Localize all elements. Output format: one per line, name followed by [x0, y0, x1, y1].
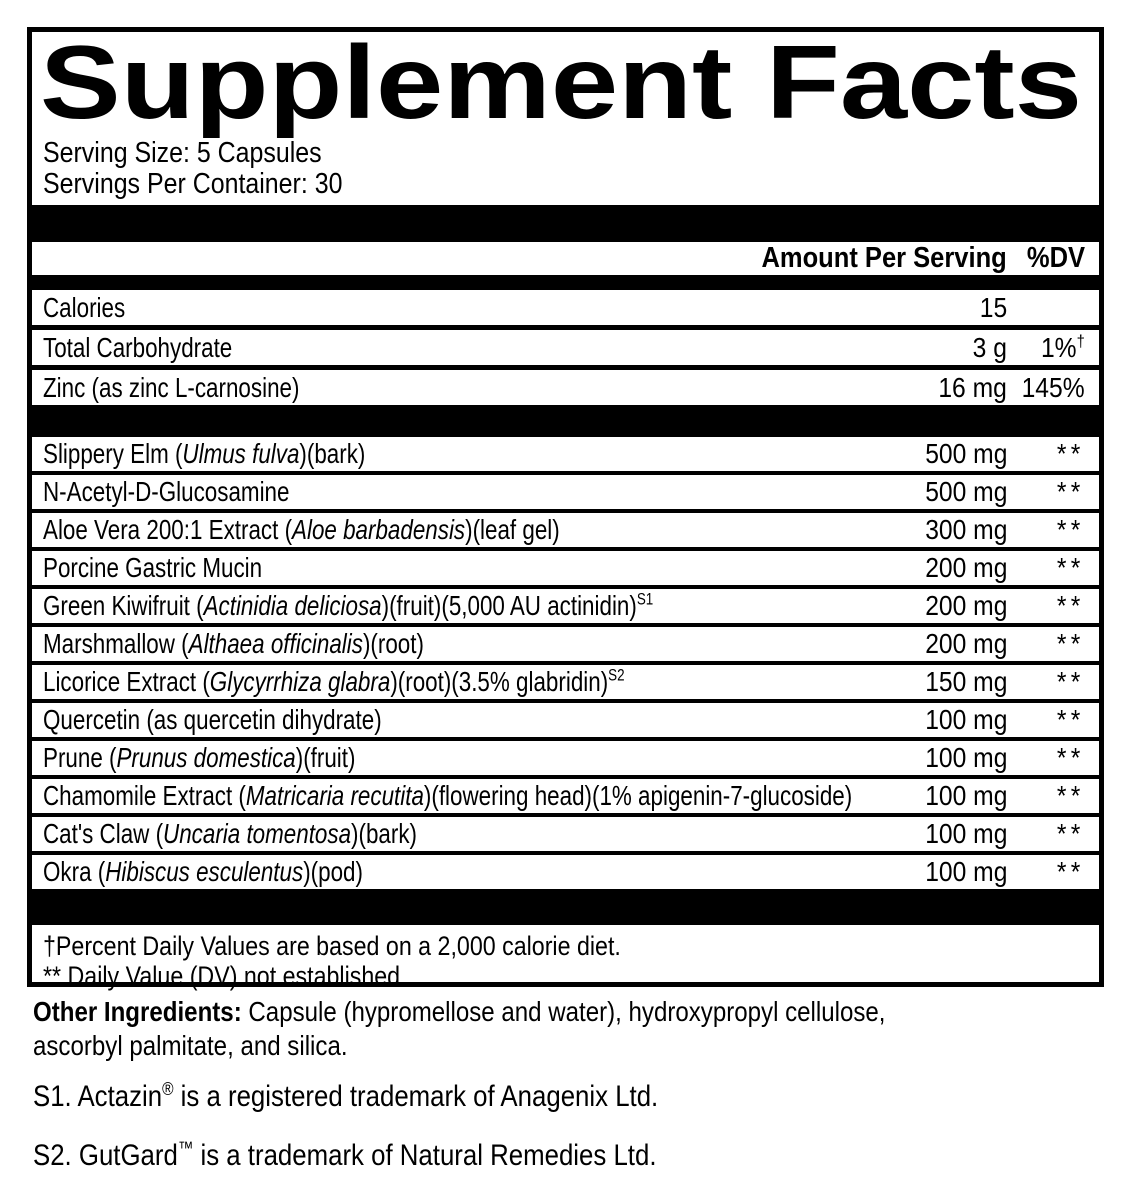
text-segment: ** [1057, 590, 1085, 621]
ingredient-dv-text [1057, 628, 1085, 660]
text-segment: Chamomile Extract ( [43, 780, 246, 811]
ingredient-amount-text: 100 mg [924, 742, 1007, 773]
text-segment: Quercetin (as quercetin dihydrate) [43, 704, 382, 735]
text-segment: Marshmallow ( [43, 628, 189, 659]
ingredient-name [43, 590, 892, 622]
text-segment: S2. GutGard [33, 1139, 178, 1172]
other-ingredients-text [33, 995, 886, 1029]
nutrient-dv-text [1041, 332, 1085, 364]
text-segment: Aloe barbadensis [292, 514, 466, 545]
ingredient-amount [892, 438, 1007, 470]
text-segment: Althaea officinalis [188, 628, 363, 659]
ingredient-amount [892, 780, 1007, 812]
ingredient-name-text [43, 742, 355, 774]
column-header-dv-text: %DV [1026, 242, 1085, 274]
ingredient-dv [1007, 780, 1085, 812]
text-segment: Capsule (hypromellose and water), hydroxypropyl cellulose, [241, 996, 886, 1027]
text-segment: Prunus domestica [116, 742, 296, 773]
text-segment: is a trademark of Natural Remedies Ltd. [193, 1139, 657, 1172]
text-segment: Matricaria recutita [245, 780, 424, 811]
divider-bar-thick-middle [32, 405, 1099, 437]
ingredient-amount-text: 500 mg [924, 476, 1007, 507]
ingredient-dv-text [1057, 704, 1085, 736]
text-segment: ** [1057, 552, 1085, 583]
servings-per-container-text: Servings Per Container: 30 [43, 168, 343, 200]
text-segment: is a registered trademark of Anagenix Ltd. [173, 1080, 659, 1113]
text-segment: )(leaf gel) [465, 514, 560, 545]
ingredient-amount-text: 300 mg [924, 514, 1007, 545]
column-header-dv [1007, 242, 1085, 275]
footnote-text: ** Daily Value (DV) not established. [43, 961, 407, 991]
ingredient-row [32, 471, 1099, 509]
ingredient-dv [1007, 438, 1085, 470]
ingredient-name-text [43, 818, 417, 850]
ingredient-amount [892, 552, 1007, 584]
ingredient-name-text [43, 666, 625, 698]
text-segment: Zinc (as zinc L-carnosine) [43, 371, 300, 403]
nutrient-row [32, 290, 1099, 325]
ingredient-row [32, 699, 1099, 737]
text-segment: ** [1057, 856, 1085, 887]
ingredient-row [32, 437, 1099, 471]
text-segment: ™ [177, 1138, 194, 1158]
nutrient-amount-text: 15 [979, 291, 1007, 323]
ingredient-amount-text: 100 mg [924, 818, 1007, 849]
ingredient-name-text [43, 590, 653, 622]
ingredient-dv-text [1057, 476, 1085, 508]
ingredient-amount [892, 666, 1007, 698]
text-segment: Calories [43, 291, 126, 323]
ingredient-amount-text: 200 mg [924, 628, 1007, 659]
ingredient-amount [892, 514, 1007, 546]
text-segment: Hibiscus esculentus [105, 856, 304, 887]
ingredient-row [32, 509, 1099, 547]
nutrient-row [32, 325, 1099, 365]
text-segment: N-Acetyl-D-Glucosamine [43, 476, 290, 507]
ingredient-amount [892, 704, 1007, 736]
ingredient-dv-text [1057, 438, 1085, 470]
nutrient-name-text [43, 372, 299, 404]
footnote-text: †Percent Daily Values are based on a 2,000 calorie diet. [43, 931, 621, 961]
ingredient-name-text [43, 704, 382, 736]
ingredient-amount [892, 590, 1007, 622]
ingredient-row [32, 547, 1099, 585]
ingredient-dv [1007, 742, 1085, 774]
text-segment: Total Carbohydrate [43, 331, 233, 363]
footnote-line [43, 931, 1085, 961]
trademark-text [33, 1081, 658, 1113]
other-ingredients-line [33, 1029, 1024, 1063]
ingredient-name-text [43, 780, 852, 812]
ingredient-dv-text [1057, 552, 1085, 584]
ingredient-name-text [43, 628, 424, 660]
text-segment: 145% [1021, 371, 1085, 403]
ingredient-dv-text [1057, 666, 1085, 698]
ingredient-row [32, 585, 1099, 623]
ingredient-dv [1007, 514, 1085, 546]
supplement-facts-panel [27, 27, 1104, 991]
nutrient-name [43, 372, 892, 404]
ingredient-amount [892, 476, 1007, 508]
text-segment: ** [1057, 704, 1085, 735]
nutrient-rows [32, 290, 1099, 405]
nutrient-name [43, 292, 892, 324]
nutrient-amount-text: 16 mg [938, 371, 1007, 403]
text-segment: ** [1057, 780, 1085, 811]
text-segment: Porcine Gastric Mucin [43, 552, 263, 583]
ingredient-dv-text [1057, 856, 1085, 888]
column-header-row [32, 242, 1099, 275]
ingredient-name-text [43, 476, 289, 508]
servings-per-container [32, 169, 1099, 200]
ingredient-dv-text [1057, 742, 1085, 774]
ingredient-amount-text: 100 mg [924, 780, 1007, 811]
ingredient-dv [1007, 666, 1085, 698]
text-segment: )(pod) [303, 856, 363, 887]
ingredient-name [43, 476, 892, 508]
trademark-text [33, 1140, 657, 1172]
ingredient-name [43, 552, 892, 584]
ingredient-dv [1007, 856, 1085, 888]
nutrient-dv [1007, 292, 1085, 324]
divider-bar-medium [32, 275, 1099, 290]
ingredient-row [32, 813, 1099, 851]
text-segment: )(root)(3.5% glabridin) [390, 666, 609, 697]
text-segment: ** [1057, 514, 1085, 545]
other-ingredients [33, 995, 1024, 1063]
text-segment: ** [1057, 666, 1085, 697]
text-segment: S1 [636, 589, 654, 609]
text-segment: )(bark) [351, 818, 418, 849]
ingredient-amount [892, 628, 1007, 660]
ingredient-dv [1007, 476, 1085, 508]
text-segment: )(fruit)(5,000 AU actinidin) [381, 590, 637, 621]
title-text: Supplement Facts [40, 36, 1082, 138]
ingredient-name [43, 666, 892, 698]
text-segment: )(root) [362, 628, 424, 659]
ingredient-dv-text [1057, 780, 1085, 812]
ingredient-name-text [43, 438, 365, 470]
nutrient-amount [892, 372, 1007, 404]
ingredient-dv-text [1057, 818, 1085, 850]
ingredient-name-text [43, 856, 363, 888]
ingredient-amount-text: 100 mg [924, 856, 1007, 887]
ingredient-dv [1007, 590, 1085, 622]
text-segment: Slippery Elm ( [43, 438, 183, 469]
text-segment: † [1076, 331, 1085, 351]
text-segment: Ulmus fulva [182, 438, 300, 469]
panel-title [32, 32, 1099, 138]
ingredient-name [43, 704, 892, 736]
text-segment: Cat's Claw ( [43, 818, 164, 849]
column-header-amount [728, 242, 1007, 275]
other-ingredients-text [33, 1029, 348, 1063]
text-segment: ** [1057, 818, 1085, 849]
text-segment: )(flowering head)(1% apigenin-7-glucoside) [423, 780, 853, 811]
nutrient-row [32, 365, 1099, 405]
nutrient-dv [1007, 332, 1085, 364]
ingredient-dv-text [1057, 590, 1085, 622]
serving-size [32, 138, 1099, 169]
text-segment: S1. Actazin [33, 1080, 163, 1113]
divider-bar-thick-top [32, 205, 1099, 242]
ingredient-name [43, 514, 892, 546]
ingredient-name [43, 780, 892, 812]
ingredient-amount-text: 100 mg [924, 704, 1007, 735]
trademark-line [33, 1081, 760, 1113]
ingredient-dv [1007, 704, 1085, 736]
ingredient-dv [1007, 628, 1085, 660]
text-segment: Uncaria tomentosa [163, 818, 352, 849]
ingredient-amount [892, 742, 1007, 774]
text-segment: ** [1057, 476, 1085, 507]
ingredient-name [43, 438, 892, 470]
ingredient-row [32, 737, 1099, 775]
text-segment: )(fruit) [295, 742, 356, 773]
nutrient-amount [892, 292, 1007, 324]
footnotes [32, 925, 1099, 991]
ingredient-amount-text: 200 mg [924, 552, 1007, 583]
ingredient-amount-text: 500 mg [924, 438, 1007, 469]
text-segment: )(bark) [299, 438, 366, 469]
ingredient-row [32, 623, 1099, 661]
ingredient-name-text [43, 552, 262, 584]
divider-bar-thick-bottom [32, 889, 1099, 925]
nutrient-amount [892, 332, 1007, 364]
text-segment: Prune ( [43, 742, 117, 773]
text-segment: Glycyrrhiza glabra [209, 666, 391, 697]
text-segment: 1% [1041, 331, 1077, 363]
other-ingredients-line [33, 995, 1024, 1029]
text-segment: Aloe Vera 200:1 Extract ( [43, 514, 293, 545]
text-segment: Green Kiwifruit ( [43, 590, 204, 621]
nutrient-name-text [43, 332, 232, 364]
column-header-amount-text: Amount Per Serving [761, 242, 1007, 274]
ingredient-amount [892, 856, 1007, 888]
nutrient-dv-text [1022, 372, 1085, 404]
ingredient-amount-text: 150 mg [924, 666, 1007, 697]
ingredient-dv-text [1057, 514, 1085, 546]
text-segment: ** [1057, 628, 1085, 659]
text-segment: S2 [608, 665, 625, 685]
panel-title-text [40, 36, 1090, 138]
ingredient-name-text [43, 514, 560, 546]
ingredient-amount [892, 818, 1007, 850]
text-segment: ** [1057, 742, 1085, 773]
ingredient-row [32, 851, 1099, 889]
nutrient-name-text [43, 292, 125, 324]
ingredient-rows [32, 437, 1099, 889]
text-segment: Okra ( [43, 856, 106, 887]
text-segment: ® [162, 1079, 174, 1099]
ingredient-row [32, 661, 1099, 699]
text-segment: Actinidia deliciosa [203, 590, 382, 621]
text-segment: ascorbyl palmitate, and silica. [33, 1030, 348, 1061]
ingredient-name [43, 742, 892, 774]
trademark-line [33, 1140, 760, 1172]
ingredient-amount-text: 200 mg [924, 590, 1007, 621]
nutrient-name [43, 332, 892, 364]
serving-size-text: Serving Size: 5 Capsules [43, 137, 322, 169]
ingredient-name [43, 628, 892, 660]
text-segment: Other Ingredients: [33, 996, 242, 1027]
ingredient-name [43, 818, 892, 850]
footnote-line [43, 961, 1085, 991]
text-segment: Licorice Extract ( [43, 666, 210, 697]
ingredient-name [43, 856, 892, 888]
trademark-lines [33, 1081, 760, 1199]
ingredient-dv [1007, 552, 1085, 584]
nutrient-dv [1007, 372, 1085, 404]
text-segment: ** [1057, 438, 1085, 469]
nutrient-amount-text: 3 g [972, 331, 1007, 363]
ingredient-row [32, 775, 1099, 813]
ingredient-dv [1007, 818, 1085, 850]
